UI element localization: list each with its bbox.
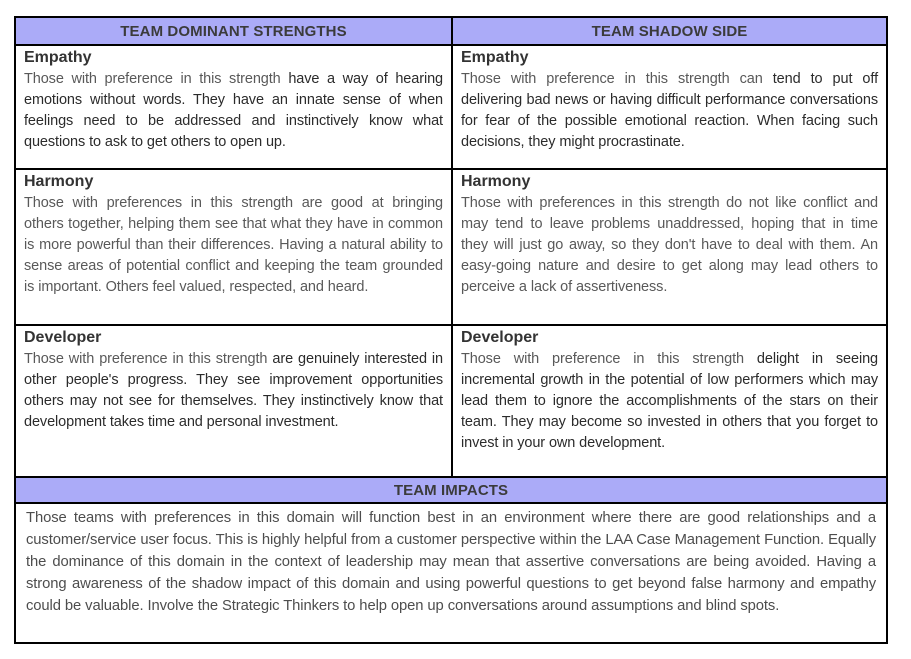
strength-developer-title: Developer [24, 329, 102, 346]
cell-shadow-developer [451, 324, 886, 476]
shadow-empathy-title: Empathy [461, 49, 529, 66]
impacts-text: Those teams with preferences in this domain will function best in an environment where there are good relationships and a customer/service user focus. This is highly helpful from a customer perspective within the LAA Case Management Function. Equally the dominance of this domain in the context of leadership may mean that assertive conversations are being avoided. Having a strong awareness of the shadow impact of this domain and using powerful questions to get beyond false harmony and empathy could be valuable. Involve the Strategic Thinkers to help open up conversations around assumptions and blind spots. [26, 510, 876, 614]
impacts-header-label: TEAM IMPACTS [393, 481, 509, 499]
shadow-developer-text [461, 349, 878, 454]
shadow-harmony-title: Harmony [461, 173, 531, 190]
strength-harmony-text [24, 193, 443, 298]
shadow-developer-body: delight in seeing incremental growth in the potential of low performers which may lead them to ignore the accomplishments of the stars on their team. They may become so invested in others that you forget to invest in your own development. [461, 351, 878, 451]
strengths-table [14, 16, 888, 644]
header-team-impacts [16, 476, 886, 502]
strength-empathy-body: have a way of hearing emotions without words. They have an innate sense of when feelings need to be addressed and instinctively know what questions to ask to get others to open up. [24, 71, 444, 150]
strength-harmony-lead: Those with preferences in this strength are good at bringing others together, helping them see that what they have in common is more powerful than their differences. Having a natural ability to sense areas of potential conflict and keeping the team grounded is important. Others feel valued, respected, and heard. [24, 195, 443, 295]
strength-developer-text [24, 349, 443, 433]
shadow-harmony-text [461, 193, 878, 298]
shadow-empathy-text [461, 69, 878, 153]
cell-team-impacts [16, 502, 886, 642]
cell-shadow-empathy [451, 44, 886, 168]
header-left-label: TEAM DOMINANT STRENGTHS [120, 22, 347, 40]
shadow-harmony-lead: Those with preferences in this strength do not like conflict and may tend to leave problems unaddressed, hoping that in time they will just go away, so they don't have to deal with them. An easy-going nature and desire to get along may lead others to perceive a lack of assertiveness. [461, 195, 878, 295]
shadow-developer-title: Developer [461, 329, 539, 346]
cell-strength-developer [16, 324, 451, 476]
strength-harmony-title: Harmony [24, 173, 94, 190]
strength-empathy-lead: Those with preference in this strength [24, 71, 289, 87]
header-right-label: TEAM SHADOW SIDE [591, 22, 748, 40]
strength-developer-body: are genuinely interested in other people's progress. They see improvement opportunities others may not see for themselves. They instinctively know that development takes time and personal investment. [24, 351, 444, 430]
header-team-shadow-side [451, 18, 886, 44]
cell-shadow-harmony [451, 168, 886, 324]
strength-empathy-title: Empathy [24, 49, 92, 66]
shadow-developer-lead: Those with preference in this strength [461, 351, 757, 367]
cell-strength-empathy [16, 44, 451, 168]
shadow-empathy-lead: Those with preference in this strength can [461, 71, 773, 87]
strength-developer-lead: Those with preference in this strength [24, 351, 273, 367]
cell-strength-harmony [16, 168, 451, 324]
header-team-dominant-strengths [16, 18, 451, 44]
shadow-empathy-body: tend to put off delivering bad news or having difficult performance conversations for fear of the possible emotional reaction. When facing such decisions, they might procrastinate. [461, 71, 878, 150]
strength-empathy-text [24, 69, 443, 153]
